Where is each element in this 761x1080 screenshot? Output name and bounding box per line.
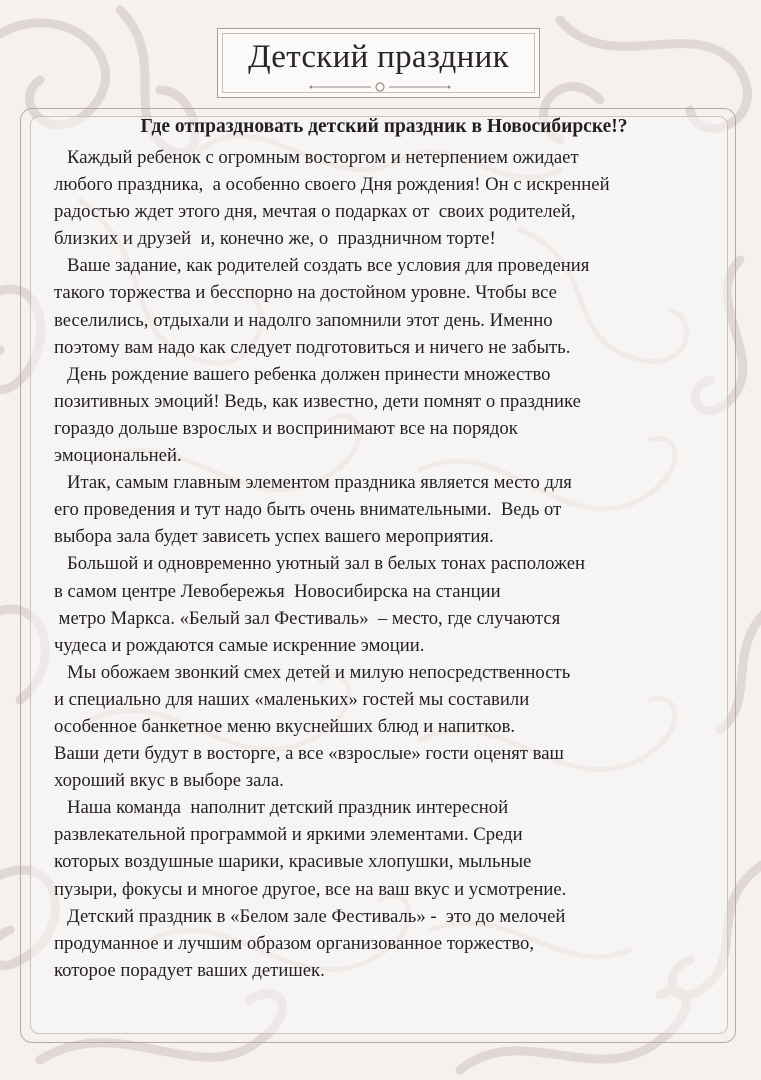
paragraph — [54, 903, 714, 984]
paragraph-line: Наша команда наполнит детский праздник интересной — [67, 797, 509, 819]
paragraph-line: Ваши дети будут в восторге, а все «взрослые» гости оценят ваш — [54, 743, 564, 765]
paragraph-line: такого торжества и бесспорно на достойном уровне. Чтобы все — [54, 282, 557, 304]
paragraph-line: Итак, самым главным элементом праздника является место для — [67, 472, 572, 494]
article-heading: Где отпраздновать детский праздник в Новосибирске!? — [140, 116, 628, 137]
paragraph — [54, 361, 714, 469]
paragraph-line: Мы обожаем звонкий смех детей и милую непосредственность — [67, 661, 571, 683]
paragraph-line: и специально для наших «маленьких» гостей мы составили — [54, 688, 530, 710]
paragraph — [54, 550, 714, 658]
paragraph-line: которых воздушные шарики, красивые хлопушки, мыльные — [54, 851, 532, 873]
paragraph-line: любого праздника, а особенно своего Дня рождения! Он с искренней — [54, 174, 610, 196]
paragraph — [54, 794, 714, 902]
paragraph-line: особенное банкетное меню вкуснейших блюд и напитков. — [54, 715, 516, 737]
paragraph-line: радостью ждет этого дня, мечтая о подарках от своих родителей, — [54, 201, 576, 223]
paragraph-line: эмоциональней. — [54, 445, 182, 467]
paragraph — [54, 469, 714, 550]
paragraph-line: которое порадует ваших детишек. — [54, 959, 325, 981]
paragraph-line: чудеса и рождаются самые искренние эмоции. — [54, 634, 425, 656]
paragraph-line: позитивных эмоций! Ведь, как известно, дети помнят о празднике — [54, 390, 581, 412]
paragraph-line: Ваше задание, как родителей создать все условия для проведения — [67, 255, 590, 277]
paragraph — [54, 659, 714, 794]
paragraph-line: продуманное и лучшим образом организованное торжество, — [54, 932, 535, 954]
paragraph-line: Детский праздник в «Белом зале Фестиваль» - это до мелочей — [67, 905, 566, 927]
paragraph-line: веселились, отдыхали и надолго запомнили этот день. Именно — [54, 309, 553, 331]
ornament-divider-icon — [307, 80, 453, 94]
paragraph — [54, 252, 714, 360]
paragraph-line: День рождение вашего ребенка должен принести множество — [67, 363, 551, 385]
paragraph-line: развлекательной программой и яркими элементами. Среди — [54, 824, 523, 846]
paragraph-line: хороший вкус в выборе зала. — [54, 770, 284, 792]
paragraph-line: метро Маркса. «Белый зал Фестиваль» – место, где случаются — [54, 607, 561, 629]
article-body — [54, 113, 714, 984]
paragraph-line: пузыри, фокусы и многое другое, все на ваш вкус и усмотрение. — [54, 878, 567, 900]
paragraph-line: гораздо дольше взрослых и воспринимают все на порядок — [54, 417, 518, 439]
paragraph-line: Каждый ребенок с огромным восторгом и нетерпением ожидает — [67, 147, 579, 168]
paragraph-line: Большой и одновременно уютный зал в белых тонах расположен — [67, 553, 586, 575]
paragraph-line: выбора зала будет зависеть успех вашего мероприятия. — [54, 526, 494, 548]
paragraph-list — [54, 144, 714, 984]
paragraph-line: поэтому вам надо как следует подготовиться и ничего не забыть. — [54, 336, 571, 358]
paragraph-line: близких и друзей и, конечно же, о праздничном торте! — [54, 228, 496, 250]
paragraph — [54, 144, 714, 252]
paragraph-line: в самом центре Левобережья Новосибирска на станции — [54, 580, 501, 602]
paragraph-line: его проведения и тут надо быть очень внимательными. Ведь от — [54, 499, 562, 521]
page-title: Детский праздник — [248, 39, 509, 75]
